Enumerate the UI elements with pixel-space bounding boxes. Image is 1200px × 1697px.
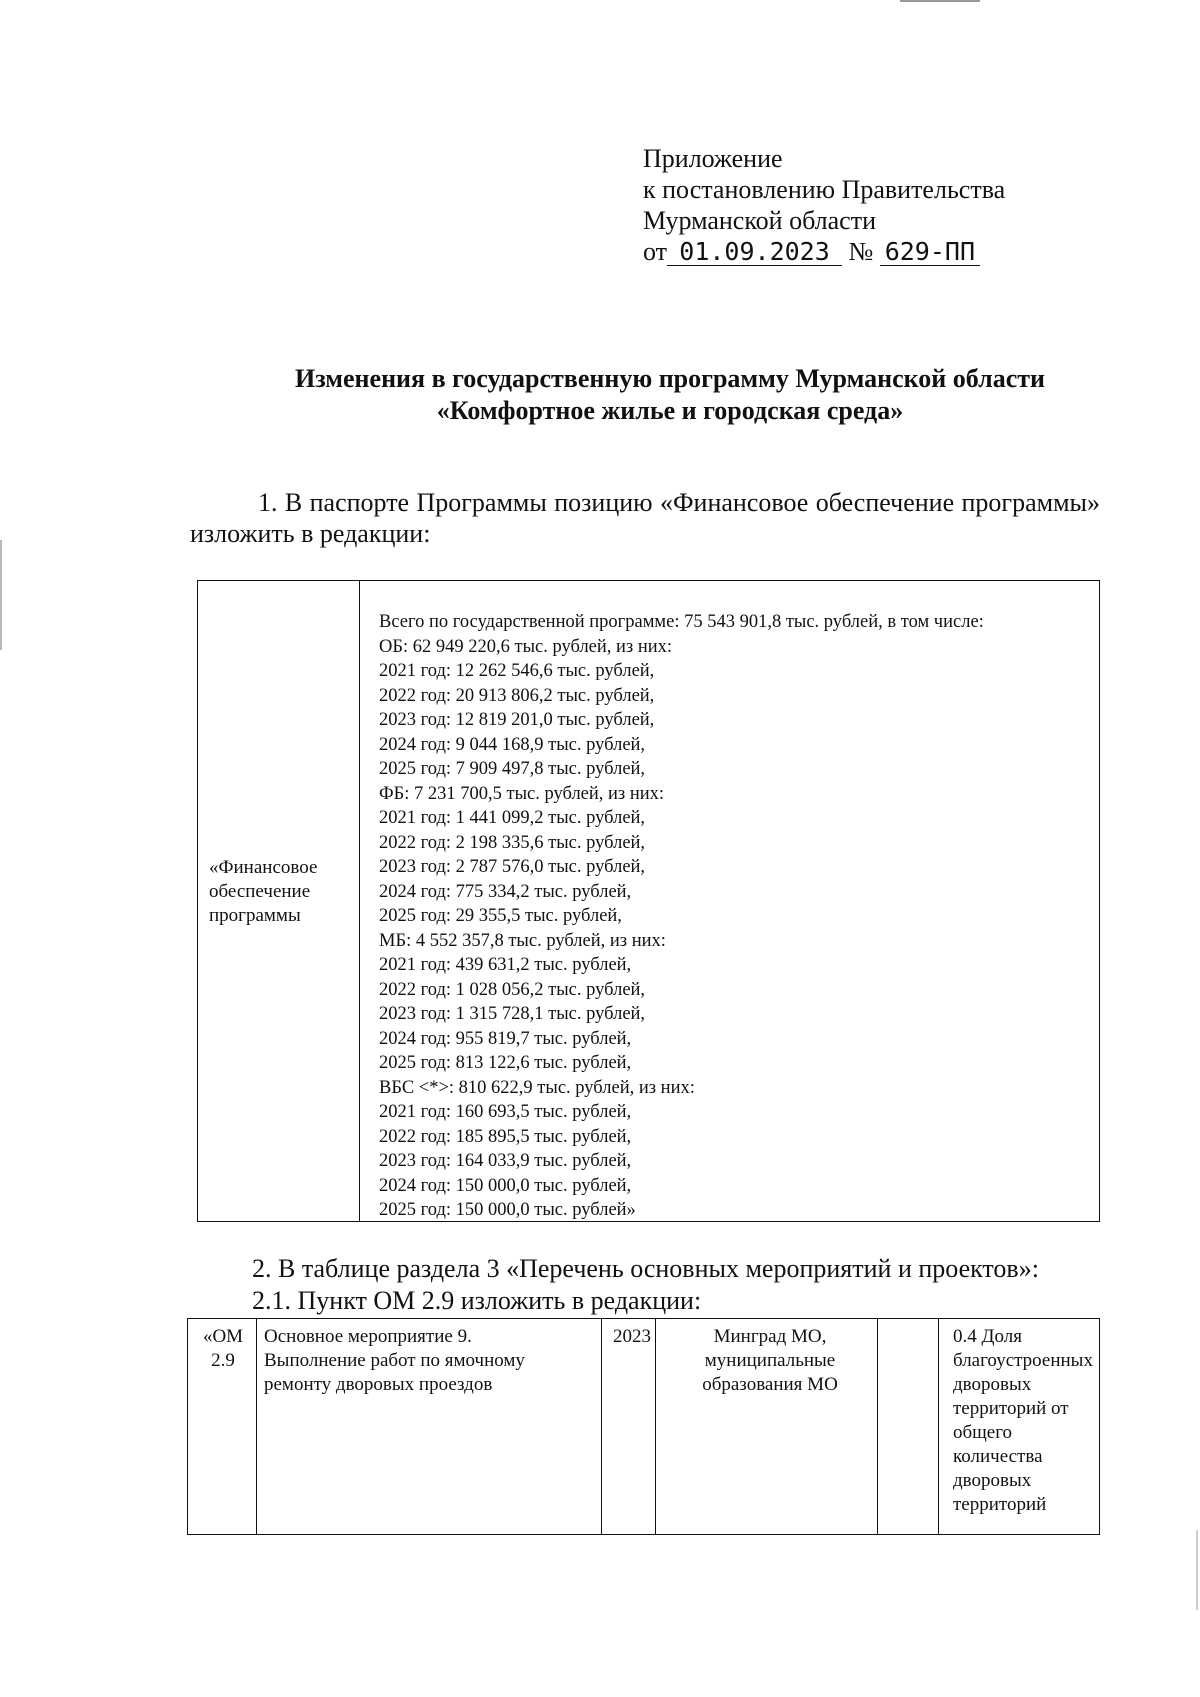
title-line-2: «Комфортное жилье и городская среда» bbox=[436, 396, 904, 425]
om-table bbox=[187, 1318, 1100, 1535]
appendix-ref: к постановлению Правительства bbox=[643, 175, 1006, 204]
finance-line: 2021 год: 1 441 099,2 тыс. рублей, bbox=[379, 808, 646, 828]
om-indicator-line: благоустроенных bbox=[953, 1350, 1093, 1371]
finance-label-line: обеспечение bbox=[209, 881, 311, 902]
section-2-paragraph: 2. В таблице раздела 3 «Перечень основных мероприятий и проектов»: bbox=[252, 1254, 1039, 1283]
decree-date: 01.09.2023 bbox=[667, 239, 842, 266]
om-indicator-line: 0.4 Доля bbox=[953, 1326, 1022, 1347]
finance-line: 2023 год: 1 315 728,1 тыс. рублей, bbox=[379, 1004, 646, 1024]
scan-mark-left bbox=[0, 540, 2, 650]
decree-number: 629-ПП bbox=[880, 239, 980, 266]
om-col-divider bbox=[655, 1319, 656, 1534]
om-indicator-line: дворовых bbox=[953, 1374, 1032, 1395]
finance-line: ВБС <*>: 810 622,9 тыс. рублей, из них: bbox=[379, 1077, 695, 1098]
finance-line: ФБ: 7 231 700,5 тыс. рублей, из них: bbox=[379, 783, 665, 804]
om-name-line: ремонту дворовых проездов bbox=[264, 1374, 493, 1395]
finance-line: 2024 год: 775 334,2 тыс. рублей, bbox=[379, 881, 632, 902]
finance-line: 2023 год: 2 787 576,0 тыс. рублей, bbox=[379, 857, 646, 877]
finance-line: 2021 год: 160 693,5 тыс. рублей, bbox=[379, 1102, 632, 1122]
finance-table-label bbox=[209, 856, 354, 928]
finance-line: 2025 год: 150 000,0 тыс. рублей» bbox=[379, 1200, 636, 1220]
finance-table bbox=[197, 580, 1100, 1222]
om-indicator-line: количества bbox=[953, 1446, 1043, 1467]
date-prefix: от bbox=[643, 237, 668, 266]
document-title bbox=[200, 363, 1140, 427]
finance-line: 2025 год: 29 355,5 тыс. рублей, bbox=[379, 906, 622, 926]
finance-line: 2025 год: 7 909 497,8 тыс. рублей, bbox=[379, 759, 646, 779]
om-year: 2023 bbox=[613, 1326, 651, 1347]
finance-table-values bbox=[379, 610, 1099, 1223]
section-1-text: 1. В паспорте Программы позицию «Финансовое обеспечение программы» изложить в редакции: bbox=[190, 488, 1100, 548]
finance-line: 2023 год: 164 033,9 тыс. рублей, bbox=[379, 1151, 632, 1171]
finance-line: МБ: 4 552 357,8 тыс. рублей, из них: bbox=[379, 930, 666, 951]
finance-line: 2021 год: 439 631,2 тыс. рублей, bbox=[379, 955, 632, 975]
scan-mark-right bbox=[1196, 1530, 1198, 1610]
section-2-1-paragraph: 2.1. Пункт ОМ 2.9 изложить в редакции: bbox=[252, 1286, 702, 1315]
om-name-line: Основное мероприятие 9. bbox=[264, 1326, 472, 1347]
finance-line: 2022 год: 2 198 335,6 тыс. рублей, bbox=[379, 832, 646, 853]
scan-mark-top bbox=[900, 0, 980, 2]
om-name-cell bbox=[264, 1325, 594, 1397]
finance-line: 2022 год: 20 913 806,2 тыс. рублей, bbox=[379, 685, 655, 706]
appendix-date-line bbox=[643, 236, 1005, 267]
om-year-cell bbox=[606, 1325, 658, 1349]
title-line-1: Изменения в государственную программу Мурманской области bbox=[295, 364, 1045, 393]
om-col-divider bbox=[256, 1319, 257, 1534]
om-executor-cell bbox=[663, 1325, 877, 1397]
finance-table-divider bbox=[359, 581, 360, 1221]
finance-line: 2021 год: 12 262 546,6 тыс. рублей, bbox=[379, 661, 655, 681]
number-prefix: № bbox=[848, 237, 874, 266]
om-name-line: Выполнение работ по ямочному bbox=[264, 1350, 525, 1371]
om-col-divider bbox=[938, 1319, 939, 1534]
om-col-divider bbox=[601, 1319, 602, 1534]
om-executor-line: образования МО bbox=[702, 1374, 838, 1395]
finance-label-line: программы bbox=[209, 905, 301, 926]
finance-line: 2024 год: 9 044 168,9 тыс. рублей, bbox=[379, 734, 646, 755]
finance-line: 2024 год: 955 819,7 тыс. рублей, bbox=[379, 1028, 632, 1049]
om-indicator-cell bbox=[953, 1325, 1098, 1517]
om-indicator-line: территорий bbox=[953, 1494, 1047, 1515]
finance-line: 2022 год: 185 895,5 тыс. рублей, bbox=[379, 1126, 632, 1147]
appendix-region: Мурманской области bbox=[643, 206, 876, 235]
finance-line: 2022 год: 1 028 056,2 тыс. рублей, bbox=[379, 979, 646, 1000]
finance-line: 2024 год: 150 000,0 тыс. рублей, bbox=[379, 1175, 632, 1196]
om-code-line: 2.9 bbox=[211, 1350, 235, 1371]
appendix-title: Приложение bbox=[643, 144, 783, 173]
om-executor-line: муниципальные bbox=[704, 1350, 836, 1371]
finance-line: Всего по государственной программе: 75 543 901,8 тыс. рублей, в том числе: bbox=[379, 612, 984, 632]
section-1-paragraph bbox=[190, 487, 1100, 549]
om-code-cell bbox=[192, 1325, 254, 1373]
appendix-block bbox=[643, 143, 1005, 267]
finance-line: 2025 год: 813 122,6 тыс. рублей, bbox=[379, 1053, 632, 1073]
om-col-divider bbox=[877, 1319, 878, 1534]
om-indicator-line: территорий от bbox=[953, 1398, 1069, 1419]
om-indicator-line: общего bbox=[953, 1422, 1013, 1443]
om-code-line: «ОМ bbox=[202, 1326, 244, 1347]
om-executor-line: Минград МО, bbox=[713, 1326, 827, 1347]
finance-line: ОБ: 62 949 220,6 тыс. рублей, из них: bbox=[379, 636, 673, 657]
finance-label-line: «Финансовое bbox=[209, 857, 318, 878]
finance-line: 2023 год: 12 819 201,0 тыс. рублей, bbox=[379, 710, 655, 730]
om-indicator-line: дворовых bbox=[953, 1470, 1032, 1491]
